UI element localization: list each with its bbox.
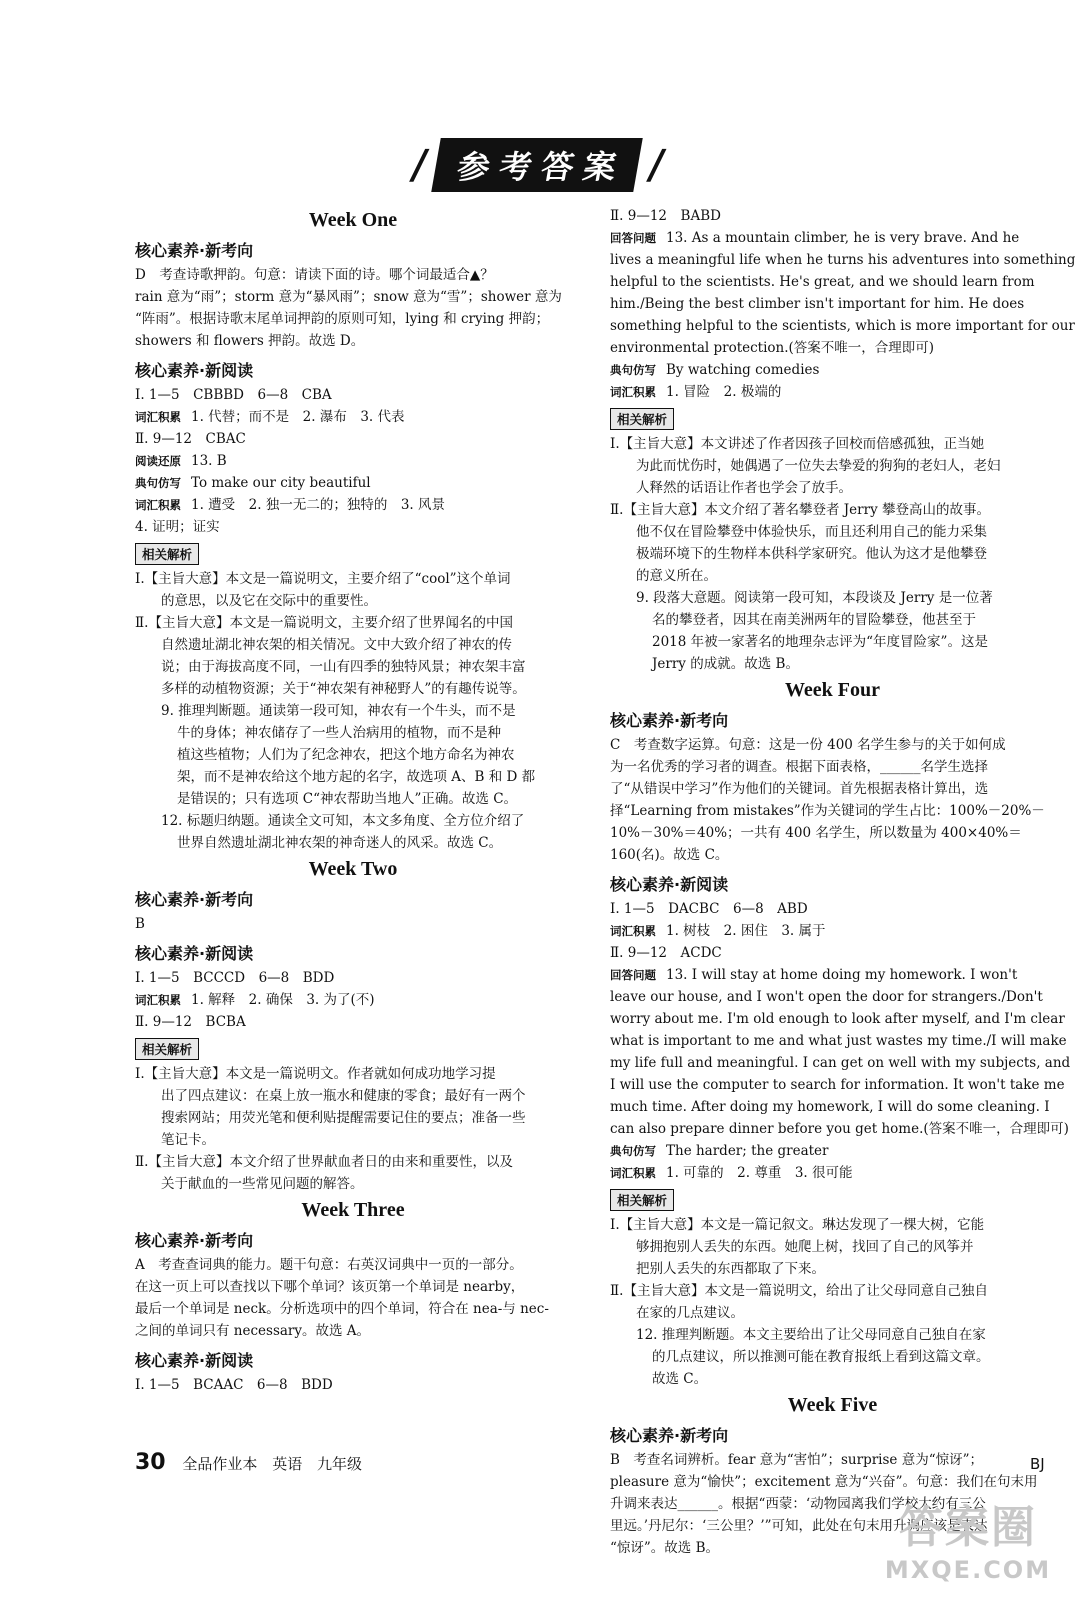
text-line: 为一名优秀的学习者的调查。根据下面表格，______名学生选择 <box>610 759 988 775</box>
text-line: 了“从错误中学习”作为他们的关键词。首先根据表格计算出，选 <box>610 781 989 797</box>
text-line: 多样的动植物资源；关于“神农架有神秘野人”的有趣传说等。 <box>161 681 526 697</box>
answer-line: 词汇积累 1. 可靠的 2. 尊重 3. 很可能 <box>610 1165 853 1181</box>
text-line: 名的攀登者，因其在南美洲两年的冒险攀登，他甚至于 <box>652 612 976 628</box>
text-line: 里远。’丹尼尔：‘三公里？’”可知，此处在句末用升调应该是表达 <box>610 1518 988 1534</box>
grade-name: 九年级 <box>317 1455 363 1473</box>
item-label: 回答问题 <box>610 968 656 982</box>
text-line: Jerry 的成就。故选 B。 <box>652 656 799 672</box>
text-line: “阵雨”。根据诗歌末尾单词押韵的原则可知，lying 和 crying 押韵； <box>135 311 550 327</box>
answer-line: 4. 证明；证实 <box>135 519 220 535</box>
answer-line: 词汇积累 1. 遭受 2. 独一无二的；独特的 3. 风景 <box>135 497 446 513</box>
text-line: rain 意为“雨”；storm 意为“暴风雨”；snow 意为“雪”；shower 意为 <box>135 289 562 305</box>
text-line: can also prepare dinner before you get home.(答案不唯一，合理即可) <box>610 1121 1069 1137</box>
text-line: 的意思，以及它在交际中的重要性。 <box>161 593 377 609</box>
item-label: 回答问题 <box>610 231 656 245</box>
section-heading: 核心素养·新阅读 <box>135 944 254 963</box>
text-line: 把别人丢失的东西都取了下来。 <box>636 1261 825 1277</box>
text-line: 关于献血的一些常见问题的解答。 <box>161 1176 364 1192</box>
text-line: D 考查诗歌押韵。句意：请读下面的诗。哪个词最适合▲？ <box>135 267 494 283</box>
text-line: Ⅰ.【主旨大意】本文是一篇说明文。作者就如何成功地学习提 <box>135 1066 496 1082</box>
text-line: 自然遗址湖北神农架的相关情况。文中大致介绍了神农的传 <box>161 637 512 653</box>
item-label: 典句仿写 <box>610 1144 656 1158</box>
section-heading: 核心素养·新考向 <box>610 711 729 730</box>
subject-name: 英语 <box>272 1455 303 1473</box>
edition-mark: BJ <box>1030 1455 1045 1473</box>
watermark-top: 答案圈 <box>899 1502 1037 1553</box>
page-number: 30 <box>135 1450 166 1475</box>
text-line: 他不仅在冒险攀登中体验快乐，而且还利用自己的能力采集 <box>636 524 987 540</box>
item-label: 典句仿写 <box>610 363 656 377</box>
item-label: 词汇积累 <box>610 385 656 399</box>
text-line: pleasure 意为“愉快”；excitement 意为“兴奋”。句意：我们在句末用 <box>610 1474 1038 1490</box>
text-line: 搜索网站；用荧光笔和便利贴提醒需要记住的要点；准备一些 <box>161 1110 526 1126</box>
section-heading: 核心素养·新考向 <box>610 1426 729 1445</box>
week-four-title: Week Four <box>785 679 880 701</box>
answer-line: 词汇积累 1. 代替；而不是 2. 瀑布 3. 代表 <box>135 409 405 425</box>
right-column <box>610 205 1075 1559</box>
slash-decoration: / <box>407 142 431 188</box>
section-heading: 核心素养·新考向 <box>135 890 254 909</box>
watermark-bottom: MXQE.COM <box>884 1556 1052 1584</box>
text-line: 之间的单词只有 necessary。故选 A。 <box>135 1323 371 1339</box>
text-line: 是错误的；只有选项 C“神农帮助当地人”正确。故选 C。 <box>177 791 518 807</box>
item-label: 词汇积累 <box>135 993 181 1007</box>
text-line: 植这些植物；人们为了纪念神农，把这个地方命名为神农 <box>177 747 515 763</box>
item-label: 词汇积累 <box>610 1166 656 1180</box>
answer-header <box>0 138 1075 188</box>
answer-line: 典句仿写 By watching comedies <box>610 362 820 378</box>
section-heading: 核心素养·新考向 <box>135 1231 254 1250</box>
text-line: Ⅰ.【主旨大意】本文是一篇记叙文。琳达发现了一棵大树，它能 <box>610 1217 985 1233</box>
answer-line: 词汇积累 1. 解释 2. 确保 3. 为了(不) <box>135 992 375 1008</box>
section-heading: 核心素养·新阅读 <box>135 1351 254 1370</box>
text-line: Ⅰ.【主旨大意】本文是一篇说明文，主要介绍了“cool”这个单词 <box>135 571 511 587</box>
text-line: 在这一页上可以查找以下哪个单词？该页第一个单词是 nearby， <box>135 1279 525 1295</box>
text-line: 够拥抱别人丢失的东西。她爬上树，找回了自己的风筝并 <box>636 1239 974 1255</box>
text-line: C 考查数字运算。句意：这是一份 400 名学生参与的关于如何成 <box>610 737 1006 753</box>
item-label: 词汇积累 <box>610 924 656 938</box>
text-line: what is important to me and what just wastes my time./I will make <box>610 1033 1067 1049</box>
text-line: 回答问题 13. As a mountain climber, he is very brave. And he <box>610 230 1020 246</box>
page-title: 参考答案 <box>432 138 644 192</box>
answer-line: 词汇积累 1. 树枝 2. 困住 3. 属于 <box>610 923 826 939</box>
text-line: 极端环境下的生物样本供科学家研究。他认为这才是他攀登 <box>636 546 987 562</box>
text-line: 牛的身体；神农储存了一些人治病用的植物，而不是种 <box>177 725 501 741</box>
answer-line: Ⅰ. 1—5 CBBBD 6—8 CBA <box>135 387 332 403</box>
text-line: leave our house, and I won't open the door for strangers./Don't <box>610 989 1043 1005</box>
item-label: 阅读还原 <box>135 454 181 468</box>
text-line: 升调来表达______。根据“西蒙：‘动物园离我们学校大约有三公 <box>610 1496 986 1512</box>
text-line: him./Being the best climber isn't important for him. He does <box>610 296 1025 312</box>
week-two-title: Week Two <box>308 858 398 880</box>
answer-line: Ⅱ. 9—12 BCBA <box>135 1014 246 1030</box>
text-line: Ⅱ.【主旨大意】本文是一篇说明文，给出了让父母同意自己独自 <box>610 1283 988 1299</box>
text-line: Ⅱ.【主旨大意】本文介绍了世界献血者日的由来和重要性，以及 <box>135 1154 513 1170</box>
answer-line: Ⅱ. 9—12 BABD <box>610 208 721 224</box>
item-label: 词汇积累 <box>135 410 181 424</box>
answer-line: Ⅱ. 9—12 ACDC <box>610 945 722 961</box>
item-label: 词汇积累 <box>135 498 181 512</box>
text-line: Ⅰ.【主旨大意】本文讲述了作者因孩子回校而倍感孤独，正当她 <box>610 436 985 452</box>
answer-line: Ⅰ. 1—5 DACBC 6—8 ABD <box>610 901 808 917</box>
text-line: showers 和 flowers 押韵。故选 D。 <box>135 333 365 349</box>
text-line: something helpful to the scientists, which is more important for our <box>610 318 1075 334</box>
answer-line: Ⅱ. 9—12 CBAC <box>135 431 246 447</box>
text-line: 的意义所在。 <box>636 568 717 584</box>
text-line: 12. 推理判断题。本文主要给出了让父母同意自己独自在家 <box>636 1327 986 1343</box>
week-three-title: Week Three <box>301 1199 405 1221</box>
text-line: B 考查名词辨析。fear 意为“害怕”；surprise 意为“惊讶”； <box>610 1452 984 1468</box>
section-heading: 核心素养·新阅读 <box>610 875 729 894</box>
text-line: 故选 C。 <box>652 1371 708 1387</box>
answer-line: Ⅰ. 1—5 BCCCD 6—8 BDD <box>135 970 335 986</box>
text-line: 9. 段落大意题。阅读第一段可知，本段谈及 Jerry 是一位著 <box>636 590 993 606</box>
text-line: my life full and meaningful. I can get on well with my subjects, and <box>610 1055 1071 1071</box>
text-line: lives a meaningful life when he turns his adventures into something <box>610 252 1075 268</box>
watermark-logo <box>878 1500 1058 1590</box>
text-line: 的几点建议，所以推测可能在教育报纸上看到这篇文章。 <box>652 1349 990 1365</box>
answer-line: 典句仿写 To make our city beautiful <box>135 475 371 491</box>
text-line: 12. 标题归纳题。通读全文可知，本文多角度、全方位介绍了 <box>161 813 525 829</box>
text-line: 笔记卡。 <box>161 1132 215 1148</box>
text-line: helpful to the scientists. He's great, and we should learn from <box>610 274 1035 290</box>
answer-line: B <box>135 916 145 932</box>
item-label: 典句仿写 <box>135 476 181 490</box>
answer-line: Ⅰ. 1—5 BCAAC 6—8 BDD <box>135 1377 333 1393</box>
text-line: 架，而不是神农给这个地方起的名字，故选项 A、B 和 D 都 <box>177 769 536 785</box>
text-line: 择“Learning from mistakes”作为关键词的学生占比：100%－20%－ <box>610 803 1045 819</box>
section-heading: 核心素养·新考向 <box>135 241 254 260</box>
analysis-tag: 相关解析 <box>610 408 674 430</box>
text-line: 为此而忧伤时，她偶遇了一位失去挚爱的狗狗的老妇人，老妇 <box>636 458 1001 474</box>
text-line: 人释然的话语让作者也学会了放手。 <box>636 480 852 496</box>
text-line: Ⅱ.【主旨大意】本文是一篇说明文，主要介绍了世界闻名的中国 <box>135 615 513 631</box>
week-five-title: Week Five <box>787 1394 878 1416</box>
text-line: 最后一个单词是 neck。分析选项中的四个单词，符合在 nea-与 nec- <box>135 1301 549 1317</box>
text-line: much time. After doing my homework, I will do some cleaning. I <box>610 1099 1050 1115</box>
text-line: Ⅱ.【主旨大意】本文介绍了著名攀登者 Jerry 攀登高山的故事。 <box>610 502 990 518</box>
text-line: worry about me. I'm old enough to look after myself, and I'm clear <box>610 1011 1065 1027</box>
text-line: 2018 年被一家著名的地理杂志评为“年度冒险家”。这是 <box>652 634 988 650</box>
analysis-tag: 相关解析 <box>135 543 199 565</box>
slash-decoration: / <box>644 142 668 188</box>
text-line: 回答问题 13. I will stay at home doing my homework. I won't <box>610 967 1018 983</box>
text-line: 出了四点建议：在桌上放一瓶水和健康的零食；最好有一两个 <box>161 1088 526 1104</box>
analysis-tag: 相关解析 <box>135 1038 199 1060</box>
text-line: 10%－30%＝40%；一共有 400 名学生，所以数量为 400×40%＝ <box>610 825 1022 841</box>
left-column <box>135 205 571 1396</box>
answer-line: 词汇积累 1. 冒险 2. 极端的 <box>610 384 782 400</box>
section-heading: 核心素养·新阅读 <box>135 361 254 380</box>
text-line: 在家的几点建议。 <box>636 1305 744 1321</box>
text-line: “惊讶”。故选 B。 <box>610 1540 720 1556</box>
text-line: 世界自然遗址湖北神农架的神奇迷人的风采。故选 C。 <box>177 835 503 851</box>
book-name: 全品作业本 <box>182 1455 258 1473</box>
text-line: 说；由于海拔高度不同，一山有四季的独特风景；神农架丰富 <box>161 659 526 675</box>
text-line: environmental protection.(答案不唯一，合理即可) <box>610 340 935 356</box>
page-footer <box>135 1450 362 1475</box>
text-line: 9. 推理判断题。通读第一段可知，神农有一个牛头，而不是 <box>161 703 516 719</box>
text-line: I will use the computer to search for information. It won't take me <box>610 1077 1065 1093</box>
text-line: A 考查查词典的能力。题干句意：右英汉词典中一页的一部分。 <box>135 1257 523 1273</box>
answer-line: 典句仿写 The harder; the greater <box>610 1143 829 1159</box>
week-one-title: Week One <box>308 209 398 231</box>
analysis-tag: 相关解析 <box>610 1189 674 1211</box>
answer-line: 阅读还原 13. B <box>135 453 227 469</box>
text-line: 160(名)。故选 C。 <box>610 847 729 863</box>
